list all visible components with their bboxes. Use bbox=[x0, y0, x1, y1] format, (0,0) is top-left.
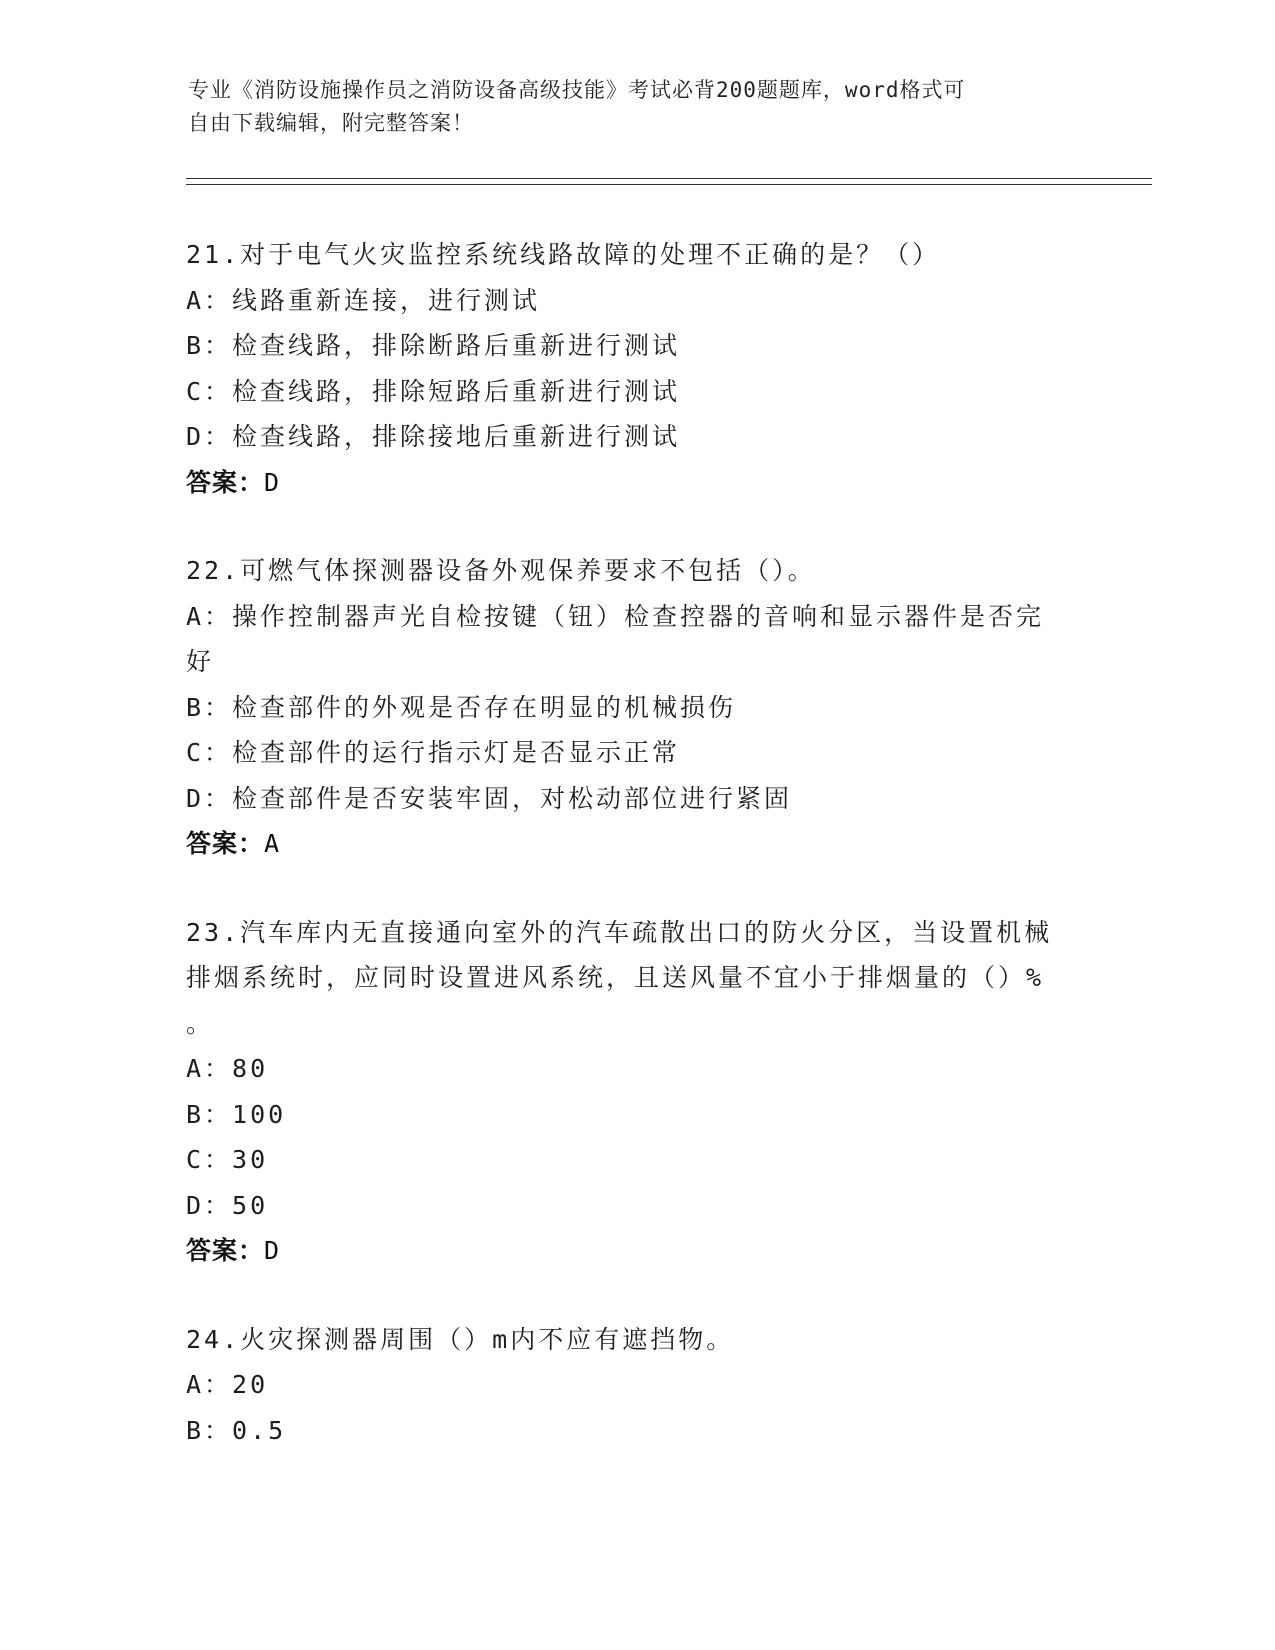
question-21 bbox=[186, 232, 1086, 505]
answer-line bbox=[186, 460, 1086, 506]
answer-line bbox=[186, 821, 1086, 867]
question-22 bbox=[186, 548, 1086, 867]
question-stem: 23.汽车库内无直接通向室外的汽车疏散出口的防火分区，当设置机械 bbox=[186, 917, 1053, 947]
option-b: B：检查线路，排除断路后重新进行测试 bbox=[186, 331, 681, 360]
answer-line bbox=[186, 1228, 1086, 1274]
question-23 bbox=[186, 910, 1086, 1274]
option-c: C：30 bbox=[186, 1145, 269, 1174]
question-stem-continued: 排烟系统时，应同时设置进风系统，且送风量不宜小于排烟量的（）% bbox=[186, 963, 1045, 992]
header-divider bbox=[186, 178, 1152, 185]
option-a: A：20 bbox=[186, 1370, 269, 1399]
option-d: D：检查部件是否安装牢固，对松动部位进行紧固 bbox=[186, 783, 793, 813]
option-a: A：操作控制器声光自检按键（钮）检查控器的音响和显示器件是否完 bbox=[186, 601, 1045, 631]
question-list bbox=[186, 232, 1086, 1496]
answer-value: A bbox=[264, 829, 281, 858]
option-a: A：线路重新连接，进行测试 bbox=[186, 285, 541, 315]
answer-label: 答案： bbox=[186, 1236, 265, 1265]
question-stem: 21.对于电气火灾监控系统线路故障的处理不正确的是？（） bbox=[186, 240, 941, 269]
question-stem: 24.火灾探测器周围（）m内不应有遮挡物。 bbox=[186, 1324, 735, 1354]
option-d: D：50 bbox=[186, 1190, 269, 1220]
document-header bbox=[188, 74, 1088, 140]
option-b: B：100 bbox=[186, 1099, 287, 1129]
option-b: B：检查部件的外观是否存在明显的机械损伤 bbox=[186, 692, 737, 722]
answer-label: 答案： bbox=[186, 829, 265, 858]
option-c: C：检查部件的运行指示灯是否显示正常 bbox=[186, 738, 681, 767]
question-24 bbox=[186, 1317, 1086, 1454]
question-stem-continued: 。 bbox=[186, 1008, 215, 1038]
option-b: B：0.5 bbox=[186, 1415, 287, 1445]
option-c: C：检查线路，排除短路后重新进行测试 bbox=[186, 376, 681, 406]
answer-value: D bbox=[264, 467, 281, 497]
header-line-2: 自由下载编辑，附完整答案！ bbox=[188, 111, 474, 135]
option-a-continued: 好 bbox=[186, 647, 215, 676]
option-a: A：80 bbox=[186, 1054, 269, 1083]
answer-value: D bbox=[264, 1236, 281, 1265]
answer-label: 答案： bbox=[186, 467, 265, 497]
header-line-1: 专业《消防设施操作员之消防设备高级技能》考试必背200题题库，word格式可 bbox=[188, 78, 966, 102]
option-d: D：检查线路，排除接地后重新进行测试 bbox=[186, 422, 681, 451]
question-stem: 22.可燃气体探测器设备外观保养要求不包括（）。 bbox=[186, 556, 816, 585]
